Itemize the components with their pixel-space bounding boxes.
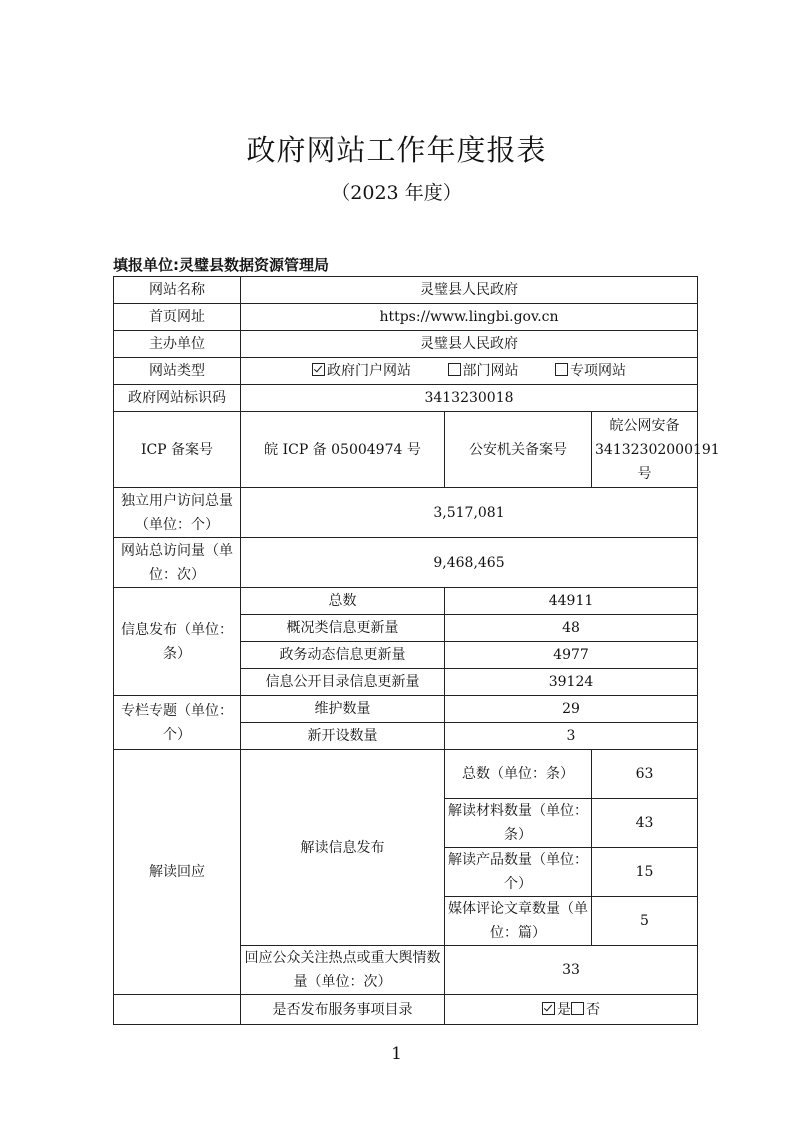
row-site-name xyxy=(114,277,698,304)
row-sponsor xyxy=(114,331,698,358)
site-type-option-label: 部门网站 xyxy=(462,363,519,379)
interp-item-value: 63 xyxy=(592,750,698,799)
topics-item-label: 维护数量 xyxy=(241,696,445,723)
info-item-value: 44911 xyxy=(445,588,698,615)
unique-visitors-label: 独立用户访问总量（单位：个） xyxy=(114,488,241,538)
checkbox-icon[interactable] xyxy=(555,363,568,376)
interp-item-value: 15 xyxy=(592,848,698,897)
interp-item-label: 解读材料数量（单位：条） xyxy=(445,799,592,848)
info-item-label: 总数 xyxy=(241,588,445,615)
report-table xyxy=(113,276,720,1025)
row-service-catalog xyxy=(114,995,698,1025)
row-topics-maintained xyxy=(114,696,698,723)
response-label: 回应公众关注热点或重大舆情数量（单位：次） xyxy=(241,946,445,995)
police-record-value: 皖公网安备 34132302000191 号 xyxy=(592,412,698,488)
homepage-label: 首页网址 xyxy=(114,304,241,331)
service-catalog-yes-label: 是 xyxy=(557,1001,571,1018)
info-item-value: 48 xyxy=(445,615,698,642)
service-catalog-no-label: 否 xyxy=(586,1001,600,1018)
row-info-total xyxy=(114,588,698,615)
sponsor-label: 主办单位 xyxy=(114,331,241,358)
site-type-option-portal[interactable] xyxy=(312,363,411,379)
interp-item-label: 媒体评论文章数量（单位：篇） xyxy=(445,897,592,946)
service-catalog-no-checkbox-icon[interactable] xyxy=(571,1002,584,1015)
column-topics-label: 专栏专题（单位：个） xyxy=(114,696,241,750)
site-type-option-label: 专项网站 xyxy=(569,363,626,379)
service-catalog-label: 是否发布服务事项目录 xyxy=(241,995,445,1025)
site-type-label: 网站类型 xyxy=(114,358,241,385)
site-type-option-label: 政府门户网站 xyxy=(327,363,412,379)
interpretation-label: 解读回应 xyxy=(114,750,241,995)
page-number: 1 xyxy=(391,1044,402,1064)
site-name-label: 网站名称 xyxy=(114,277,241,304)
row-unique-visitors xyxy=(114,488,698,538)
info-item-value: 39124 xyxy=(445,669,698,696)
interp-item-label: 总数（单位：条） xyxy=(445,750,592,799)
topics-item-label: 新开设数量 xyxy=(241,723,445,750)
reporting-unit: 填报单位:灵璧县数据资源管理局 xyxy=(113,256,330,274)
info-item-label: 信息公开目录信息更新量 xyxy=(241,669,445,696)
info-item-value: 4977 xyxy=(445,642,698,669)
site-type-option-special[interactable] xyxy=(555,363,626,379)
unique-visitors-value: 3,517,081 xyxy=(241,488,698,538)
checkbox-icon[interactable] xyxy=(312,363,325,376)
site-type-options xyxy=(241,358,698,385)
row-homepage xyxy=(114,304,698,331)
topics-item-value: 3 xyxy=(445,723,698,750)
site-type-option-department[interactable] xyxy=(448,363,519,379)
sponsor-value: 灵璧县人民政府 xyxy=(241,331,698,358)
police-record-label: 公安机关备案号 xyxy=(445,412,592,488)
site-id-value: 3413230018 xyxy=(241,385,698,412)
site-id-label: 政府网站标识码 xyxy=(114,385,241,412)
info-item-label: 政务动态信息更新量 xyxy=(241,642,445,669)
response-value: 33 xyxy=(445,946,698,995)
row-interp-total xyxy=(114,750,698,799)
page-views-label: 网站总访问量（单位：次） xyxy=(114,538,241,588)
service-catalog-options xyxy=(445,995,698,1025)
row-icp xyxy=(114,412,698,488)
row-site-id xyxy=(114,385,698,412)
checkbox-icon[interactable] xyxy=(448,363,461,376)
icp-label: ICP 备案号 xyxy=(114,412,241,488)
report-year: （2023 年度） xyxy=(331,182,462,204)
row-site-type xyxy=(114,358,698,385)
service-catalog-yes-checkbox-icon[interactable] xyxy=(542,1002,555,1015)
interp-item-value: 43 xyxy=(592,799,698,848)
info-publish-label: 信息发布（单位：条） xyxy=(114,588,241,696)
report-title: 政府网站工作年度报表 xyxy=(246,133,547,167)
site-name-value: 灵璧县人民政府 xyxy=(241,277,698,304)
service-catalog-empty-cell xyxy=(114,995,241,1025)
homepage-value: https://www.lingbi.gov.cn xyxy=(241,304,698,331)
topics-item-value: 29 xyxy=(445,696,698,723)
interp-item-value: 5 xyxy=(592,897,698,946)
page-views-value: 9,468,465 xyxy=(241,538,698,588)
row-page-views xyxy=(114,538,698,588)
icp-value: 皖 ICP 备 05004974 号 xyxy=(241,412,445,488)
info-item-label: 概况类信息更新量 xyxy=(241,615,445,642)
interp-item-label: 解读产品数量（单位：个） xyxy=(445,848,592,897)
interpretation-sub-label: 解读信息发布 xyxy=(241,750,445,946)
